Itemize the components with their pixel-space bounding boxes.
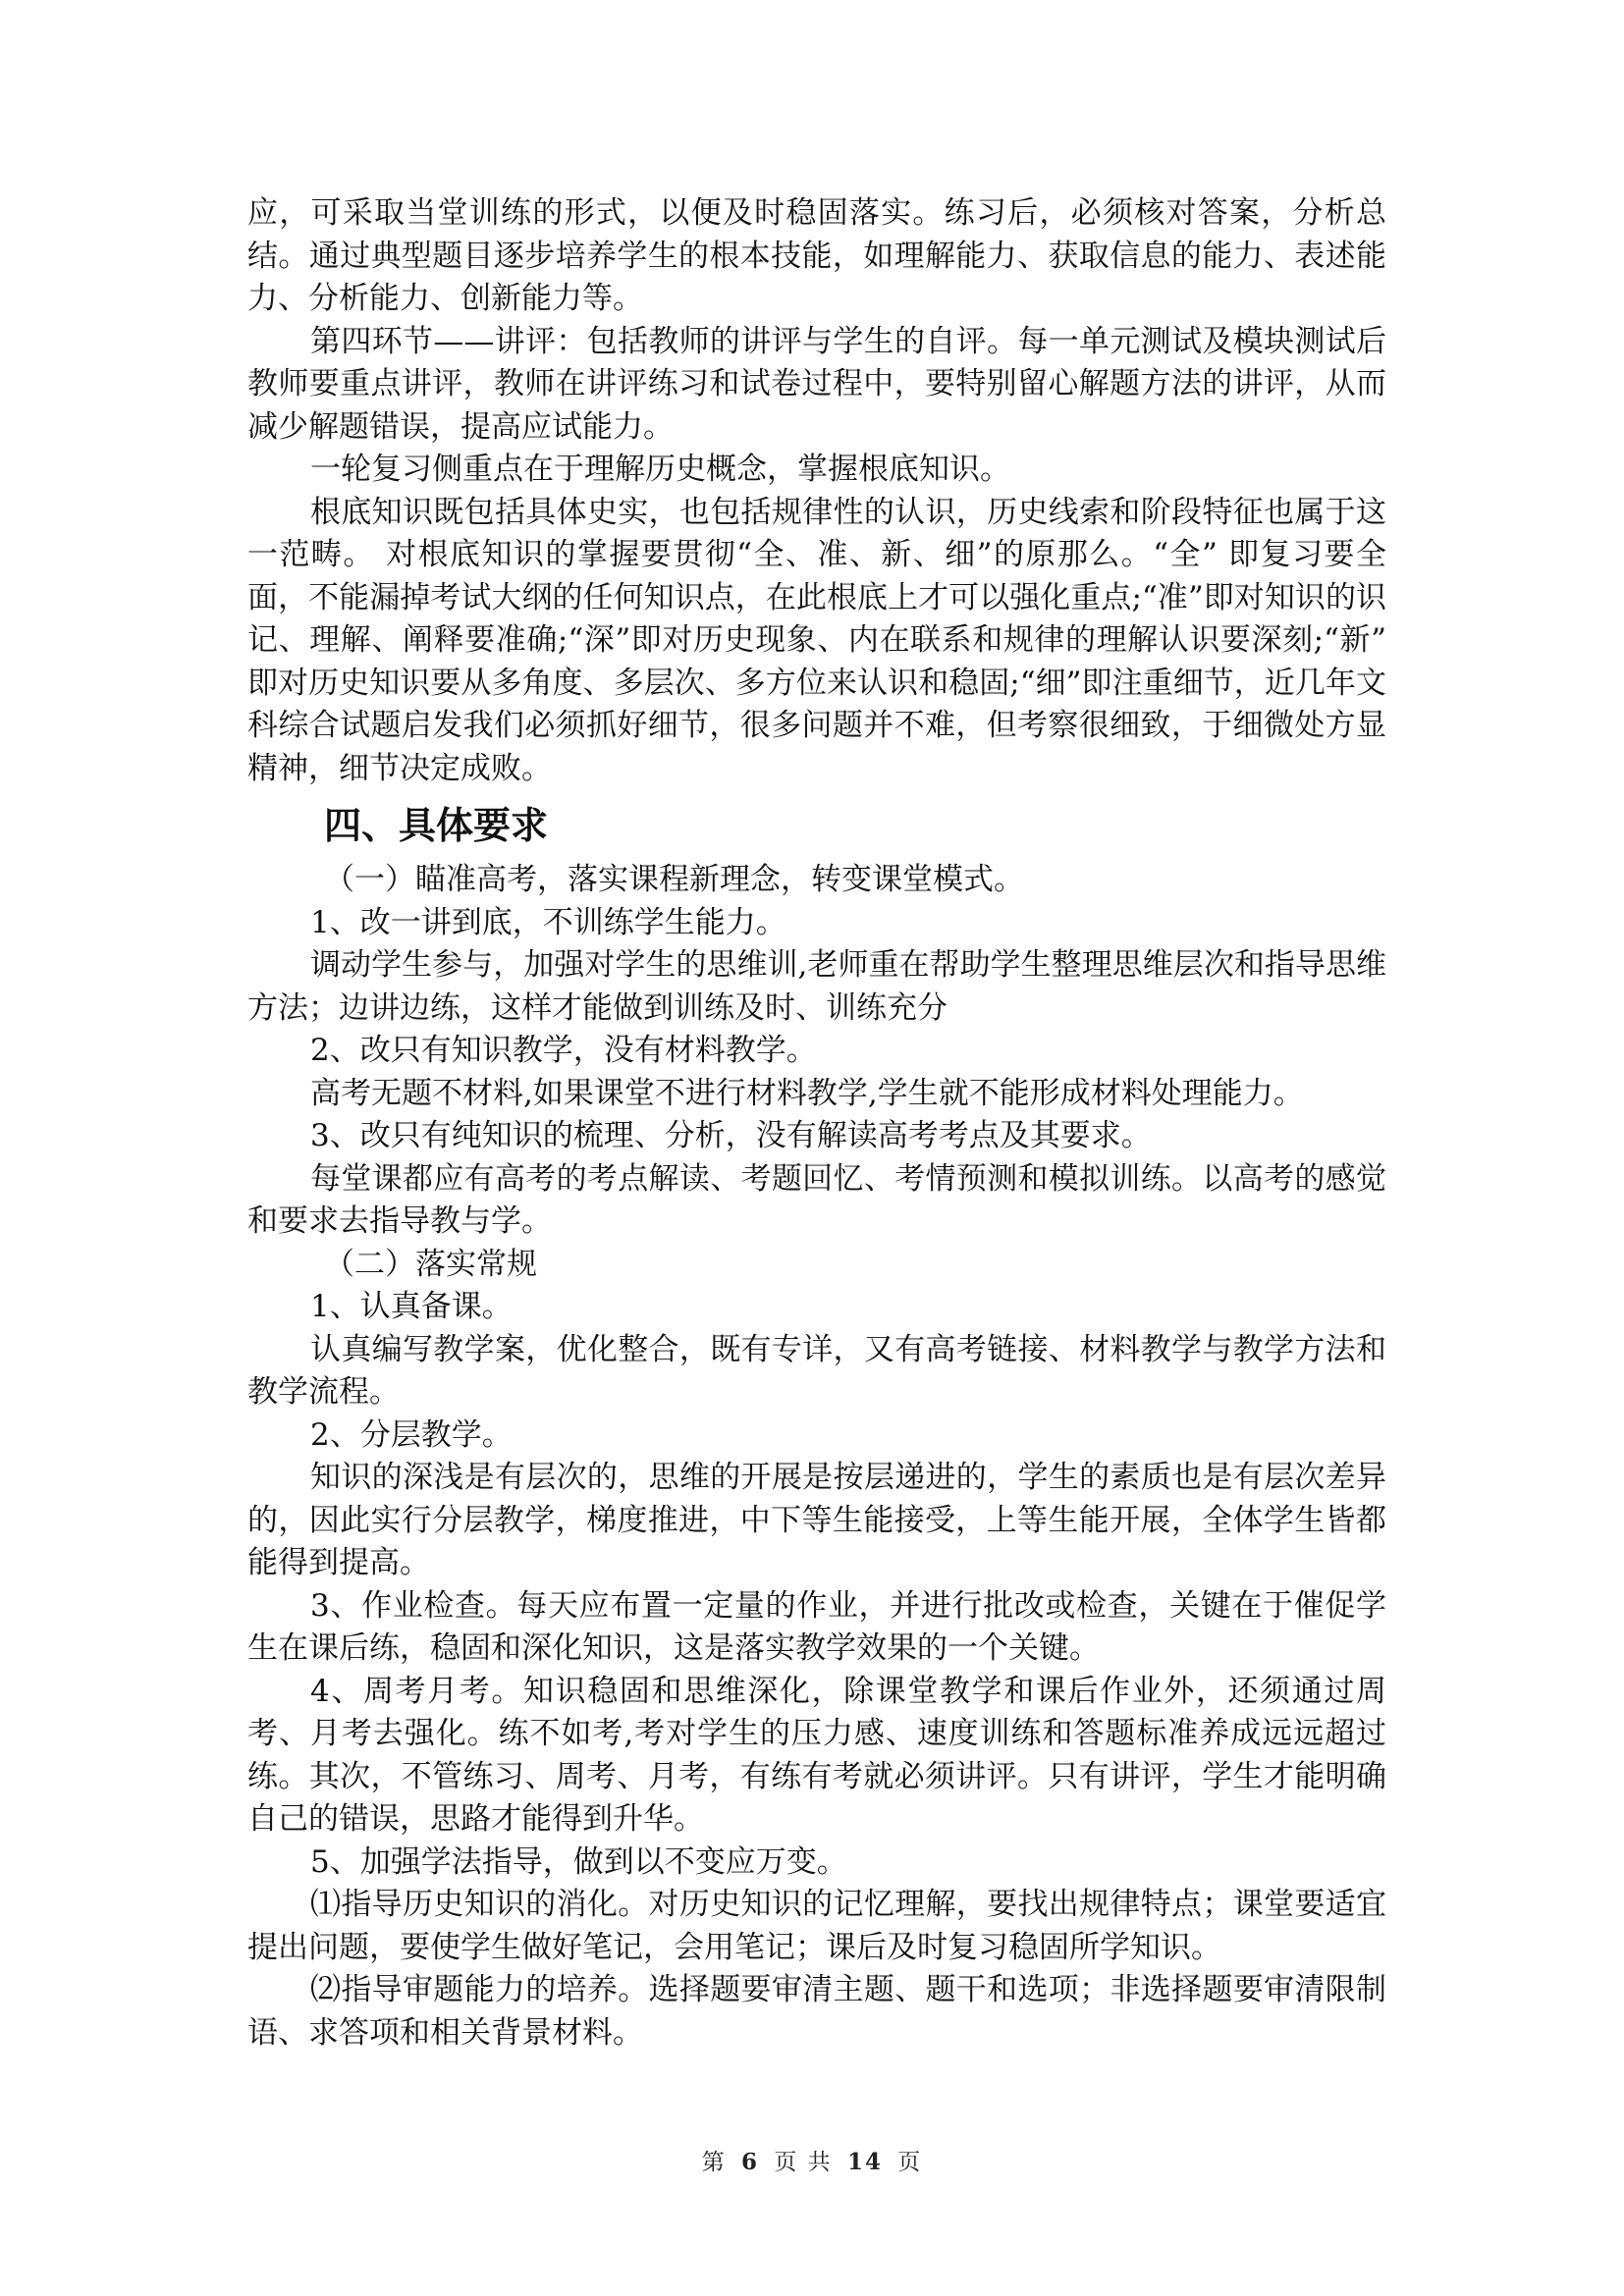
subsection-title: （一）瞄准高考，落实课程新理念，转变课堂模式。 (324, 862, 1024, 897)
paragraph: 认真编写教学案，优化整合，既有专详，又有高考链接、材料教学与教学方法和教学流程。 (247, 1331, 1386, 1410)
paragraph: 应，可采取当堂训练的形式，以便及时稳固落实。练习后，必须核对答案，分析总结。通过典型题目逐步培养学生的根本技能，如理解能力、获取信息的能力、表述能力、分析能力、创新能力等。 (247, 195, 1386, 316)
paragraph: 3、改只有纯知识的梳理、分析，没有解读高考考点及其要求。 (310, 1118, 1152, 1153)
page-footer (0, 2144, 1624, 2176)
paragraph: 根底知识既包括具体史实，也包括规律性的认识，历史线索和阶段特征也属于这一范畴。 对根底知识的掌握要贯彻“全、准、新、细”的原那么。“全” 即复习要全面，不能漏掉考试大纲的任何知识点，在此根底上才可以强化重点;“准”即对知识的识记、理解、阐释要准确;“深”即对历史现象、内在联系和规律的理解认识要深刻;“新” 即对历史知识要从多角度、多层次、多方位来认识和稳固;“细”即注重细节，近几年文科综合试题启发我们必须抓好细节，很多问题并不难，但考察很细致，于细微处方显精神，细节决定成败。 (247, 494, 1386, 786)
total-page-number: 14 (846, 2149, 883, 2175)
footer-mid: 页 共 (774, 2150, 833, 2175)
paragraph: 2、改只有知识教学，没有材料教学。 (310, 1033, 817, 1068)
current-page-number: 6 (741, 2149, 760, 2175)
document-body (247, 192, 1386, 2055)
paragraph: 每堂课都应有高考的考点解读、考题回忆、考情预测和模拟训练。以高考的感觉和要求去指导教与学。 (247, 1160, 1386, 1239)
paragraph: 一轮复习侧重点在于理解历史概念，掌握根底知识。 (310, 452, 1010, 487)
subsection-title: （二）落实常规 (324, 1246, 537, 1282)
paragraph: 高考无题不材料,如果课堂不进行材料教学,学生就不能形成材料处理能力。 (310, 1075, 1304, 1111)
paragraph: 第四环节——讲评：包括教师的讲评与学生的自评。每一单元测试及模块测试后教师要重点讲评，教师在讲评练习和试卷过程中，要特别留心解题方法的讲评，从而减少解题错误，提高应试能力。 (247, 323, 1386, 445)
paragraph: 1、认真备课。 (310, 1289, 513, 1324)
paragraph: 3、作业检查。每天应布置一定量的作业，并进行批改或检查，关键在于催促学生在课后练，稳固和深化知识，这是落实教学效果的一个关键。 (247, 1587, 1386, 1666)
paragraph: 5、加强学法指导，做到以不变应万变。 (310, 1843, 847, 1880)
paragraph: 4、周考月考。知识稳固和思维深化，除课堂教学和课后作业外，还须通过周考、月考去强化。练不如考,考对学生的压力感、速度训练和答题标准养成远远超过练。其次，不管练习、周考、月考，有练有考就必须讲评。只有讲评，学生才能明确自己的错误，思路才能得到升华。 (247, 1673, 1386, 1837)
paragraph: 2、分层教学。 (310, 1416, 513, 1453)
footer-prefix: 第 (701, 2150, 727, 2175)
paragraph: 知识的深浅是有层次的，思维的开展是按层递进的，学生的素质也是有层次差异的，因此实行分层教学，梯度推进，中下等生能接受，上等生能开展，全体学生皆都能得到提高。 (247, 1460, 1386, 1580)
paragraph: ⑵指导审题能力的培养。选择题要审清主题、题干和选项；非选择题要审清限制语、求答项和相关背景材料。 (247, 1972, 1386, 2051)
paragraph: 调动学生参与，加强对学生的思维训,老师重在帮助学生整理思维层次和指导思维方法；边讲边练，这样才能做到训练及时、训练充分 (247, 947, 1386, 1026)
paragraph: ⑴指导历史知识的消化。对历史知识的记忆理解，要找出规律特点；课堂要适宜提出问题，要使学生做好笔记，会用笔记；课后及时复习稳固所学知识。 (247, 1887, 1386, 1965)
footer-suffix: 页 (897, 2150, 923, 2175)
section-heading: 四、具体要求 (324, 804, 549, 847)
paragraph: 1、改一讲到底，不训练学生能力。 (310, 904, 786, 940)
